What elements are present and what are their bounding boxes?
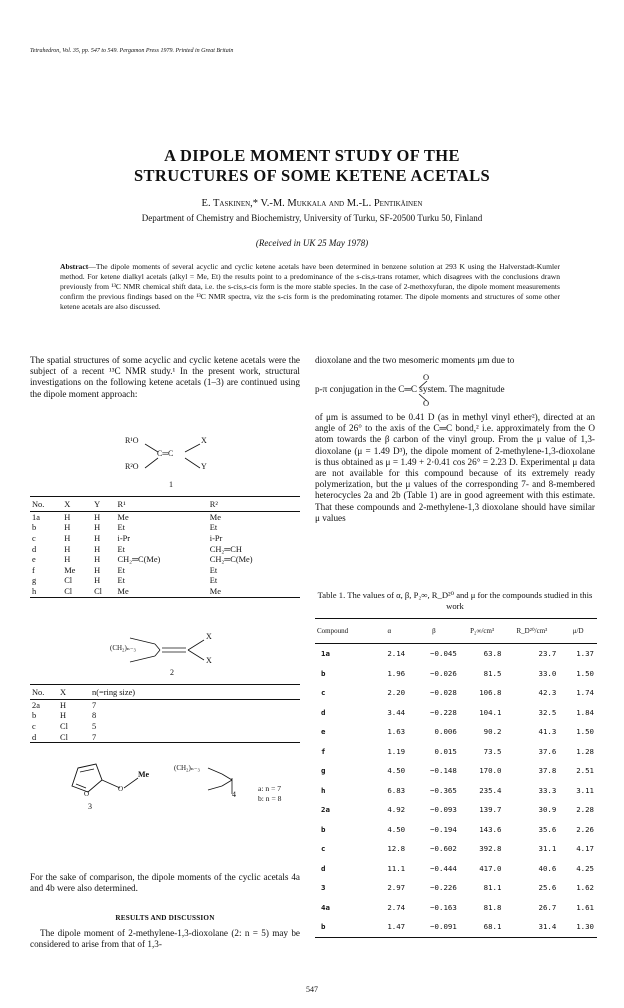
table-cell: 2.20 bbox=[387, 688, 406, 698]
table-cell: 170.0 bbox=[479, 766, 502, 776]
table-cell: 3.11 bbox=[576, 785, 594, 795]
mesomeric-o-bot: O bbox=[423, 398, 430, 408]
table-cell: 417.0 bbox=[479, 863, 502, 873]
table-cell: Et bbox=[117, 544, 125, 554]
table-cell: 1.47 bbox=[371, 917, 409, 937]
table-cell: 392.8 bbox=[479, 844, 502, 854]
table-cell: 7 bbox=[90, 732, 300, 743]
table-cell: 1.50 bbox=[576, 668, 594, 678]
table-cell: 235.4 bbox=[479, 785, 502, 795]
table-cell: 2.97 bbox=[387, 883, 406, 893]
table-row bbox=[30, 700, 300, 711]
table-cell: 81.1 bbox=[483, 883, 502, 893]
table-cell: b bbox=[321, 824, 326, 834]
struct1-bonds bbox=[125, 436, 225, 476]
table-row bbox=[315, 878, 597, 898]
struct1-r2o: R²O bbox=[125, 462, 139, 471]
table-cell: Cl bbox=[64, 576, 73, 586]
header-cell: R² bbox=[208, 497, 300, 512]
struct1-r1o: R¹O bbox=[125, 436, 139, 445]
header-cell: α bbox=[371, 619, 409, 644]
abstract-text: —The dipole moments of several acyclic and cyclic ketene acetals have been determined in benzene solution at 293 K using the Halverstadt-Kumler method. For ketene dialkyl acetals (alkyl = Me, Et) the results point to a predominance of the s-cis,s-trans rotamer, which disagrees with the conclusions drawn previously from ¹³C NMR chemical shift data, i.e. the s-cis,s-cis form is the more stable species. In the case of 2-methoxyfuran, the dipole moment measurements confirm the previous findings based on the ¹³C NMR spectra, viz the s-cis form is the predominating rotamer. The dipole moments and structures of some other ketene acetals are also discussed. bbox=[60, 262, 560, 312]
table-cell: 33.3 bbox=[538, 785, 557, 795]
table-cell: c bbox=[32, 721, 36, 731]
table-cell: 7 bbox=[92, 700, 97, 710]
table-cell: Cl bbox=[92, 586, 115, 597]
table-cell: H bbox=[94, 565, 101, 575]
table-cell: H bbox=[94, 576, 101, 586]
table-cell: Et bbox=[209, 565, 218, 575]
intro-paragraph: The spatial structures of some acyclic and cyclic ketene acetals were the subject of a recent ¹³C NMR study.¹ In the present work, structural investigations on the following ketene acetals (1–3) are continued using the dipole moment approach: bbox=[30, 355, 300, 399]
struct4-a: a: n = 7 bbox=[258, 784, 282, 793]
table-header-row bbox=[30, 685, 300, 700]
table-row bbox=[30, 732, 300, 743]
table-cell: 26.7 bbox=[538, 902, 557, 912]
table-cell: H bbox=[94, 523, 101, 533]
table-cell: 2.51 bbox=[576, 766, 594, 776]
table-cell: H bbox=[64, 533, 71, 543]
table-cell: 0.006 bbox=[434, 727, 457, 737]
table-cell: d bbox=[32, 544, 37, 554]
table-cell: 4a bbox=[321, 902, 330, 912]
table-cell: 2.28 bbox=[576, 805, 594, 815]
header-cell: R_D²⁰/cm³ bbox=[504, 619, 559, 644]
table-row bbox=[315, 664, 597, 684]
table-row bbox=[315, 722, 597, 742]
table-header-row bbox=[315, 619, 597, 644]
table-row bbox=[30, 711, 300, 722]
table-cell: Et bbox=[209, 576, 218, 586]
structure-2 bbox=[100, 630, 230, 680]
journal-header: Tetrahedron, Vol. 35, pp. 547 to 549. Pergamon Press 1979. Printed in Great Britain bbox=[30, 48, 234, 54]
right-line-1: dioxolane and the two mesomeric moments μm due to bbox=[315, 355, 515, 365]
table-cell: −0.602 bbox=[430, 844, 457, 854]
table-caption: Table 1. The values of α, β, P₂∞, R_D²⁰ and μ for the compounds studied in this work bbox=[317, 590, 593, 611]
received-date: (Received in UK 25 May 1978) bbox=[255, 238, 369, 248]
table-row bbox=[30, 721, 300, 732]
header-cell: Compound bbox=[315, 619, 371, 644]
table-cell: d bbox=[321, 707, 326, 717]
table-cell: f bbox=[32, 565, 35, 575]
table-cell: 6.83 bbox=[387, 785, 406, 795]
header-cell: R¹ bbox=[116, 497, 208, 512]
abstract-label: Abstract bbox=[60, 262, 89, 271]
table-cell: 1a bbox=[32, 512, 40, 522]
struct3-me: Me bbox=[138, 770, 150, 779]
table-cell: 1.61 bbox=[576, 902, 594, 912]
table-cell: 11.1 bbox=[387, 863, 406, 873]
table-cell: Cl bbox=[60, 721, 68, 731]
table-cell: 81.8 bbox=[483, 902, 502, 912]
table-cell: e bbox=[321, 727, 326, 737]
table-row bbox=[315, 800, 597, 820]
table-cell: 106.8 bbox=[479, 688, 502, 698]
table-cell: CH₂═CH bbox=[209, 544, 242, 554]
table-cell: 33.0 bbox=[538, 668, 557, 678]
table-cell: 1.62 bbox=[576, 883, 594, 893]
table-row bbox=[30, 523, 300, 534]
struct4-label: 4 bbox=[232, 790, 236, 799]
header-cell: β bbox=[408, 619, 460, 644]
table-cell: f bbox=[321, 746, 326, 756]
table-cell: Cl bbox=[58, 732, 90, 743]
table-cell: 2.74 bbox=[387, 902, 406, 912]
table-cell: 41.3 bbox=[538, 727, 557, 737]
table-cell: −0.163 bbox=[430, 902, 457, 912]
table-row bbox=[315, 761, 597, 781]
table-cell: 1a bbox=[321, 649, 330, 659]
table-cell: 0.015 bbox=[434, 746, 457, 756]
table-row bbox=[315, 781, 597, 801]
page-number: 547 bbox=[306, 985, 318, 994]
header-cell: No. bbox=[30, 497, 62, 512]
table-cell: −0.365 bbox=[430, 785, 457, 795]
header-cell: μ/D bbox=[559, 619, 597, 644]
title-line-1: A DIPOLE MOMENT STUDY OF THE bbox=[164, 146, 460, 165]
table-cell: Et bbox=[209, 523, 218, 533]
table-cell: i-Pr bbox=[117, 533, 131, 543]
table-cell: d bbox=[321, 863, 326, 873]
table-cell: −0.444 bbox=[430, 863, 457, 873]
table-row bbox=[30, 565, 300, 576]
table-cell: 37.6 bbox=[538, 746, 557, 756]
struct4-b: b: n = 8 bbox=[258, 794, 282, 803]
table-cell: 2a bbox=[321, 805, 330, 815]
table-cell: 40.6 bbox=[538, 863, 557, 873]
title-line-2: STRUCTURES OF SOME KETENE ACETALS bbox=[133, 166, 491, 185]
struct1-x: X bbox=[201, 436, 207, 445]
struct3-label: 3 bbox=[88, 802, 92, 811]
table-cell: 139.7 bbox=[479, 805, 502, 815]
struct2-x1: X bbox=[206, 632, 212, 641]
table-cell: 1.84 bbox=[576, 707, 594, 717]
table-cell: 63.8 bbox=[483, 649, 502, 659]
table-cell: 30.9 bbox=[538, 805, 557, 815]
table-cell: 1.28 bbox=[576, 746, 594, 756]
table-compounds-1 bbox=[30, 496, 300, 598]
table-cell: H bbox=[64, 523, 71, 533]
table-cell: −0.226 bbox=[430, 883, 457, 893]
table-cell: c bbox=[321, 844, 326, 854]
table-cell: c bbox=[32, 533, 36, 543]
table-cell: 143.6 bbox=[479, 824, 502, 834]
struct1-cc: C═C bbox=[157, 449, 174, 458]
struct1-label: 1 bbox=[169, 480, 173, 489]
table-cell: d bbox=[30, 732, 58, 743]
struct2-x2: X bbox=[206, 656, 212, 665]
table-cell: Et bbox=[117, 565, 125, 575]
table-cell: 2a bbox=[32, 700, 40, 710]
table-cell: −0.026 bbox=[430, 668, 457, 678]
table-cell: b bbox=[32, 523, 37, 533]
table-cell: 4.25 bbox=[576, 863, 594, 873]
table-cell: c bbox=[321, 688, 326, 698]
table-cell: 1.30 bbox=[559, 917, 597, 937]
table-cell: h bbox=[30, 586, 62, 597]
table-cell: H bbox=[64, 555, 71, 565]
struct2-ring: (CH₂)ₙ₋₃ bbox=[110, 644, 136, 652]
table-compounds-2 bbox=[30, 684, 300, 743]
table-cell: b bbox=[32, 711, 37, 721]
header-cell: No. bbox=[30, 685, 58, 700]
affiliation: Department of Chemistry and Biochemistry, University of Turku, SF-20500 Turku 50, Finland bbox=[141, 213, 483, 223]
table-cell: 68.1 bbox=[460, 917, 505, 937]
table-cell: 35.6 bbox=[538, 824, 557, 834]
table-cell: 1.19 bbox=[387, 746, 406, 756]
table-row bbox=[315, 644, 597, 664]
header-cell: X bbox=[62, 497, 92, 512]
table-cell: 4.92 bbox=[387, 805, 406, 815]
table-cell: −0.045 bbox=[430, 649, 457, 659]
table-cell: Me bbox=[208, 586, 300, 597]
table-cell: 23.7 bbox=[538, 649, 557, 659]
table-cell: 90.2 bbox=[483, 727, 502, 737]
table-cell: 4.17 bbox=[576, 844, 594, 854]
table-cell: 42.3 bbox=[538, 688, 557, 698]
table-cell: H bbox=[94, 512, 101, 522]
table-cell: Et bbox=[117, 576, 125, 586]
table-cell: −0.093 bbox=[430, 805, 457, 815]
table-cell: Me bbox=[209, 512, 221, 522]
table-cell: −0.228 bbox=[430, 707, 457, 717]
table-cell: 1.74 bbox=[576, 688, 594, 698]
table-row bbox=[315, 820, 597, 840]
header-cell: n(=ring size) bbox=[90, 685, 300, 700]
table-cell: 37.8 bbox=[538, 766, 557, 776]
table-cell: −0.148 bbox=[430, 766, 457, 776]
table-cell: 5 bbox=[92, 721, 97, 731]
section-heading: RESULTS AND DISCUSSION bbox=[115, 914, 215, 922]
table-row bbox=[315, 898, 597, 918]
table-cell: H bbox=[64, 512, 71, 522]
table-cell: 32.5 bbox=[538, 707, 557, 717]
table-cell: h bbox=[321, 785, 326, 795]
header-cell: P₂∞/cm³ bbox=[460, 619, 505, 644]
table-cell: 2.26 bbox=[576, 824, 594, 834]
abstract bbox=[60, 262, 560, 312]
table-row bbox=[315, 839, 597, 859]
header-cell: X bbox=[58, 685, 90, 700]
structure-1 bbox=[125, 436, 225, 492]
table-row bbox=[315, 742, 597, 762]
table-cell: 104.1 bbox=[479, 707, 502, 717]
table-row bbox=[30, 512, 300, 523]
table-cell: i-Pr bbox=[209, 533, 223, 543]
results-paragraph: The dipole moment of 2-methylene-1,3-dioxolane (2: n = 5) may be considered to arise from that of 1,3- bbox=[30, 928, 300, 950]
table-cell: H bbox=[94, 533, 101, 543]
table-cell: 2.14 bbox=[387, 649, 406, 659]
table-cell: H bbox=[94, 544, 101, 554]
table-cell: 31.1 bbox=[538, 844, 557, 854]
table-cell: b bbox=[315, 917, 371, 937]
table-cell: −0.194 bbox=[430, 824, 457, 834]
struct1-y: Y bbox=[201, 462, 207, 471]
right-paragraph: of μm is assumed to be 0.41 D (as in methyl vinyl ether²), directed at an angle of 26° to the axis of the C═C bond,² i.e. approximately from the O atom towards the β carbon of the vinyl group. From the μ value of 1,3-dioxolane (μ = 1.49 D³), the dipole moment of 2-methylene-1,3-dioxolane is thus obtained as μ = 1.49 + 2·0.41 cos 26° = 2.23 D. Experimental μ data are not available for this compound because of its extremely ready polymerization, but the μ values of the corresponding 7- and 8-membered heterocycles 2a and 2b (Table 1) are in good agreement with this estimate. That these compounds and 2-methylene-1,3 dioxolane should have similar μ values bbox=[315, 412, 595, 523]
struct2-label: 2 bbox=[170, 668, 174, 677]
table-cell: 31.4 bbox=[504, 917, 559, 937]
table-cell: e bbox=[32, 555, 36, 565]
table-row bbox=[30, 544, 300, 555]
table-row bbox=[315, 917, 597, 937]
comparison-paragraph: For the sake of comparison, the dipole moments of the cyclic acetals 4a and 4b were also determined. bbox=[30, 872, 300, 894]
table-cell: 81.5 bbox=[483, 668, 502, 678]
table-row bbox=[315, 859, 597, 879]
mesomeric-o-top: O bbox=[423, 372, 430, 382]
table-cell: g bbox=[32, 576, 37, 586]
table-row bbox=[30, 586, 300, 597]
table-cell: Me bbox=[116, 586, 208, 597]
structure-4 bbox=[172, 760, 300, 814]
table-cell: 1.37 bbox=[576, 649, 594, 659]
table-cell: 3 bbox=[321, 883, 326, 893]
right-line-2: p-π conjugation in the C═C system. The magnitude bbox=[315, 384, 505, 394]
table-cell: Cl bbox=[62, 586, 92, 597]
table-cell: g bbox=[321, 766, 326, 776]
table-cell: 73.5 bbox=[483, 746, 502, 756]
table-cell: CH₂═C(Me) bbox=[209, 555, 253, 565]
table-cell: 3.44 bbox=[387, 707, 406, 717]
table-cell: 12.8 bbox=[387, 844, 406, 854]
table-cell: Et bbox=[117, 523, 125, 533]
header-cell: Y bbox=[92, 497, 115, 512]
table-cell: Me bbox=[117, 512, 129, 522]
struct4-ring: (CH₂)ₙ₋₃ bbox=[174, 764, 200, 772]
table-row bbox=[30, 554, 300, 565]
table-header-row bbox=[30, 497, 300, 512]
structure-3: O O Me 3 bbox=[58, 760, 168, 814]
table-cell: 1.96 bbox=[387, 668, 406, 678]
table-cell: 8 bbox=[92, 711, 97, 721]
table-cell: 1.50 bbox=[576, 727, 594, 737]
table-cell: −0.028 bbox=[430, 688, 457, 698]
table-cell: H bbox=[60, 700, 67, 710]
table-cell: CH₂═C(Me) bbox=[117, 555, 161, 565]
table-row bbox=[30, 533, 300, 544]
struct3-furan-ring bbox=[58, 760, 168, 804]
table-cell: H bbox=[94, 555, 101, 565]
table-cell: H bbox=[64, 544, 71, 554]
table-row bbox=[315, 683, 597, 703]
table-cell: H bbox=[60, 711, 67, 721]
table-cell: b bbox=[321, 668, 326, 678]
authors: E. Taskinen,* V.-M. Mukkala and M.-L. Pentikäinen bbox=[201, 198, 423, 209]
table-cell: −0.091 bbox=[408, 917, 460, 937]
table-cell: 4.50 bbox=[387, 766, 406, 776]
table-cell: 1.63 bbox=[387, 727, 406, 737]
table-cell: 4.50 bbox=[387, 824, 406, 834]
table-dipole-data bbox=[315, 618, 597, 938]
table-row bbox=[30, 576, 300, 587]
table-row bbox=[315, 703, 597, 723]
table-cell: Me bbox=[64, 565, 76, 575]
table-cell: 25.6 bbox=[538, 883, 557, 893]
